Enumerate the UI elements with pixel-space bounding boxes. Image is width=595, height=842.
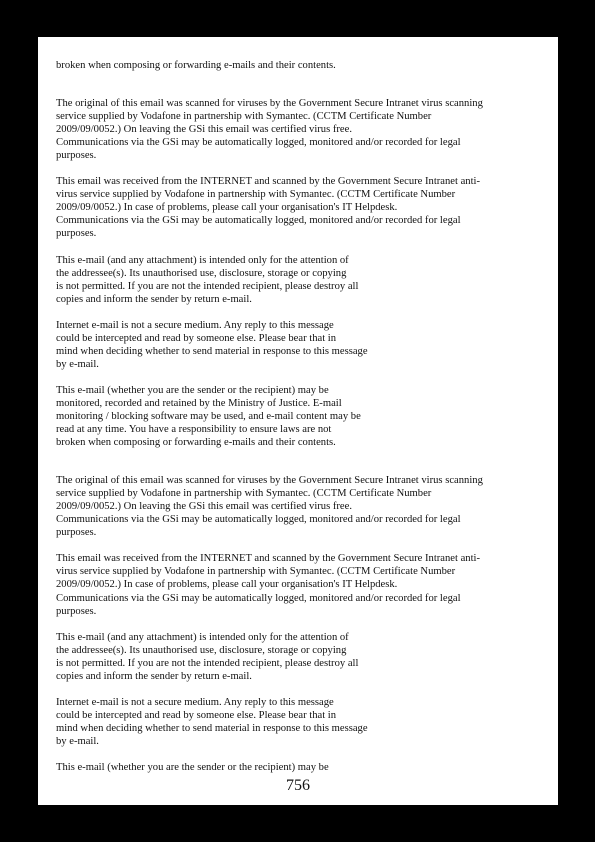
text-line: Internet e-mail is not a secure medium. Any reply to this message	[56, 319, 334, 331]
text-line: is not permitted. If you are not the intended recipient, please destroy all	[56, 657, 359, 669]
paragraph-monitoring-notice	[56, 761, 548, 774]
text-line: Internet e-mail is not a secure medium. Any reply to this message	[56, 696, 334, 708]
text-line: 2009/09/0052.) In case of problems, please call your organisation's IT Helpdesk.	[56, 579, 398, 591]
text-line: Communications via the GSi may be automatically logged, monitored and/or recorded for legal	[56, 592, 461, 604]
text-line: by e-mail.	[56, 735, 99, 747]
text-line: This email was received from the INTERNET and scanned by the Government Secure Intranet anti-	[56, 553, 480, 565]
paragraph-security-notice	[56, 696, 548, 748]
text-line: broken when composing or forwarding e-mails and their contents.	[56, 60, 336, 71]
paragraph-gsi-virus-scan-notice	[56, 97, 548, 162]
paragraph-confidentiality-notice	[56, 254, 548, 306]
text-line: mind when deciding whether to send material in response to this message	[56, 722, 368, 734]
page-number: 756	[286, 777, 310, 794]
text-line: copies and inform the sender by return e-mail.	[56, 293, 252, 305]
text-line: monitoring / blocking software may be used, and e-mail content may be	[56, 410, 361, 422]
text-line: monitored, recorded and retained by the Ministry of Justice. E-mail	[56, 397, 342, 409]
paragraph-security-notice	[56, 319, 548, 371]
text-line: could be intercepted and read by someone else. Please bear that in	[56, 709, 337, 721]
paragraph-monitoring-notice	[56, 384, 548, 449]
paragraph-internet-scan-notice	[56, 552, 548, 617]
text-line: copies and inform the sender by return e-mail.	[56, 670, 252, 682]
text-line: service supplied by Vodafone in partnership with Symantec. (CCTM Certificate Number	[56, 111, 432, 123]
text-line: service supplied by Vodafone in partnership with Symantec. (CCTM Certificate Number	[56, 488, 432, 500]
text-line: purposes.	[56, 228, 97, 240]
text-line: by e-mail.	[56, 358, 99, 370]
text-line: purposes.	[56, 527, 97, 539]
text-line: 2009/09/0052.) On leaving the GSi this email was certified virus free.	[56, 124, 352, 136]
text-line: the addressee(s). Its unauthorised use, disclosure, storage or copying	[56, 267, 347, 279]
text-line: broken when composing or forwarding e-mails and their contents.	[56, 437, 336, 449]
text-line: Communications via the GSi may be automatically logged, monitored and/or recorded for legal	[56, 137, 461, 149]
text-line: This e-mail (and any attachment) is intended only for the attention of	[56, 631, 349, 643]
text-line: mind when deciding whether to send material in response to this message	[56, 345, 368, 357]
paragraph-continuation	[56, 59, 548, 72]
text-line: This email was received from the INTERNET and scanned by the Government Secure Intranet anti-	[56, 176, 480, 188]
text-line: Communications via the GSi may be automatically logged, monitored and/or recorded for legal	[56, 215, 461, 227]
text-line: 2009/09/0052.) On leaving the GSi this email was certified virus free.	[56, 501, 352, 513]
text-line: This e-mail (whether you are the sender or the recipient) may be	[56, 384, 329, 396]
text-line: virus service supplied by Vodafone in partnership with Symantec. (CCTM Certificate Number	[56, 566, 456, 578]
text-line: This e-mail (and any attachment) is intended only for the attention of	[56, 254, 349, 266]
paragraph-gsi-virus-scan-notice	[56, 474, 548, 539]
paragraph-confidentiality-notice	[56, 631, 548, 683]
text-line: Communications via the GSi may be automatically logged, monitored and/or recorded for legal	[56, 514, 461, 526]
page-body	[56, 59, 548, 774]
text-line: The original of this email was scanned for viruses by the Government Secure Intranet virus scanning	[56, 475, 483, 487]
text-line: virus service supplied by Vodafone in partnership with Symantec. (CCTM Certificate Number	[56, 189, 456, 201]
text-line: This e-mail (whether you are the sender or the recipient) may be	[56, 761, 329, 773]
text-line: is not permitted. If you are not the intended recipient, please destroy all	[56, 280, 359, 292]
paragraph-internet-scan-notice	[56, 175, 548, 240]
text-line: the addressee(s). Its unauthorised use, disclosure, storage or copying	[56, 644, 347, 656]
text-line: read at any time. You have a responsibility to ensure laws are not	[56, 424, 332, 436]
text-line: could be intercepted and read by someone else. Please bear that in	[56, 332, 337, 344]
document-page	[38, 37, 558, 805]
text-line: purposes.	[56, 605, 97, 617]
text-line: purposes.	[56, 150, 97, 162]
text-line: The original of this email was scanned for viruses by the Government Secure Intranet virus scanning	[56, 98, 483, 110]
text-line: 2009/09/0052.) In case of problems, please call your organisation's IT Helpdesk.	[56, 202, 398, 214]
